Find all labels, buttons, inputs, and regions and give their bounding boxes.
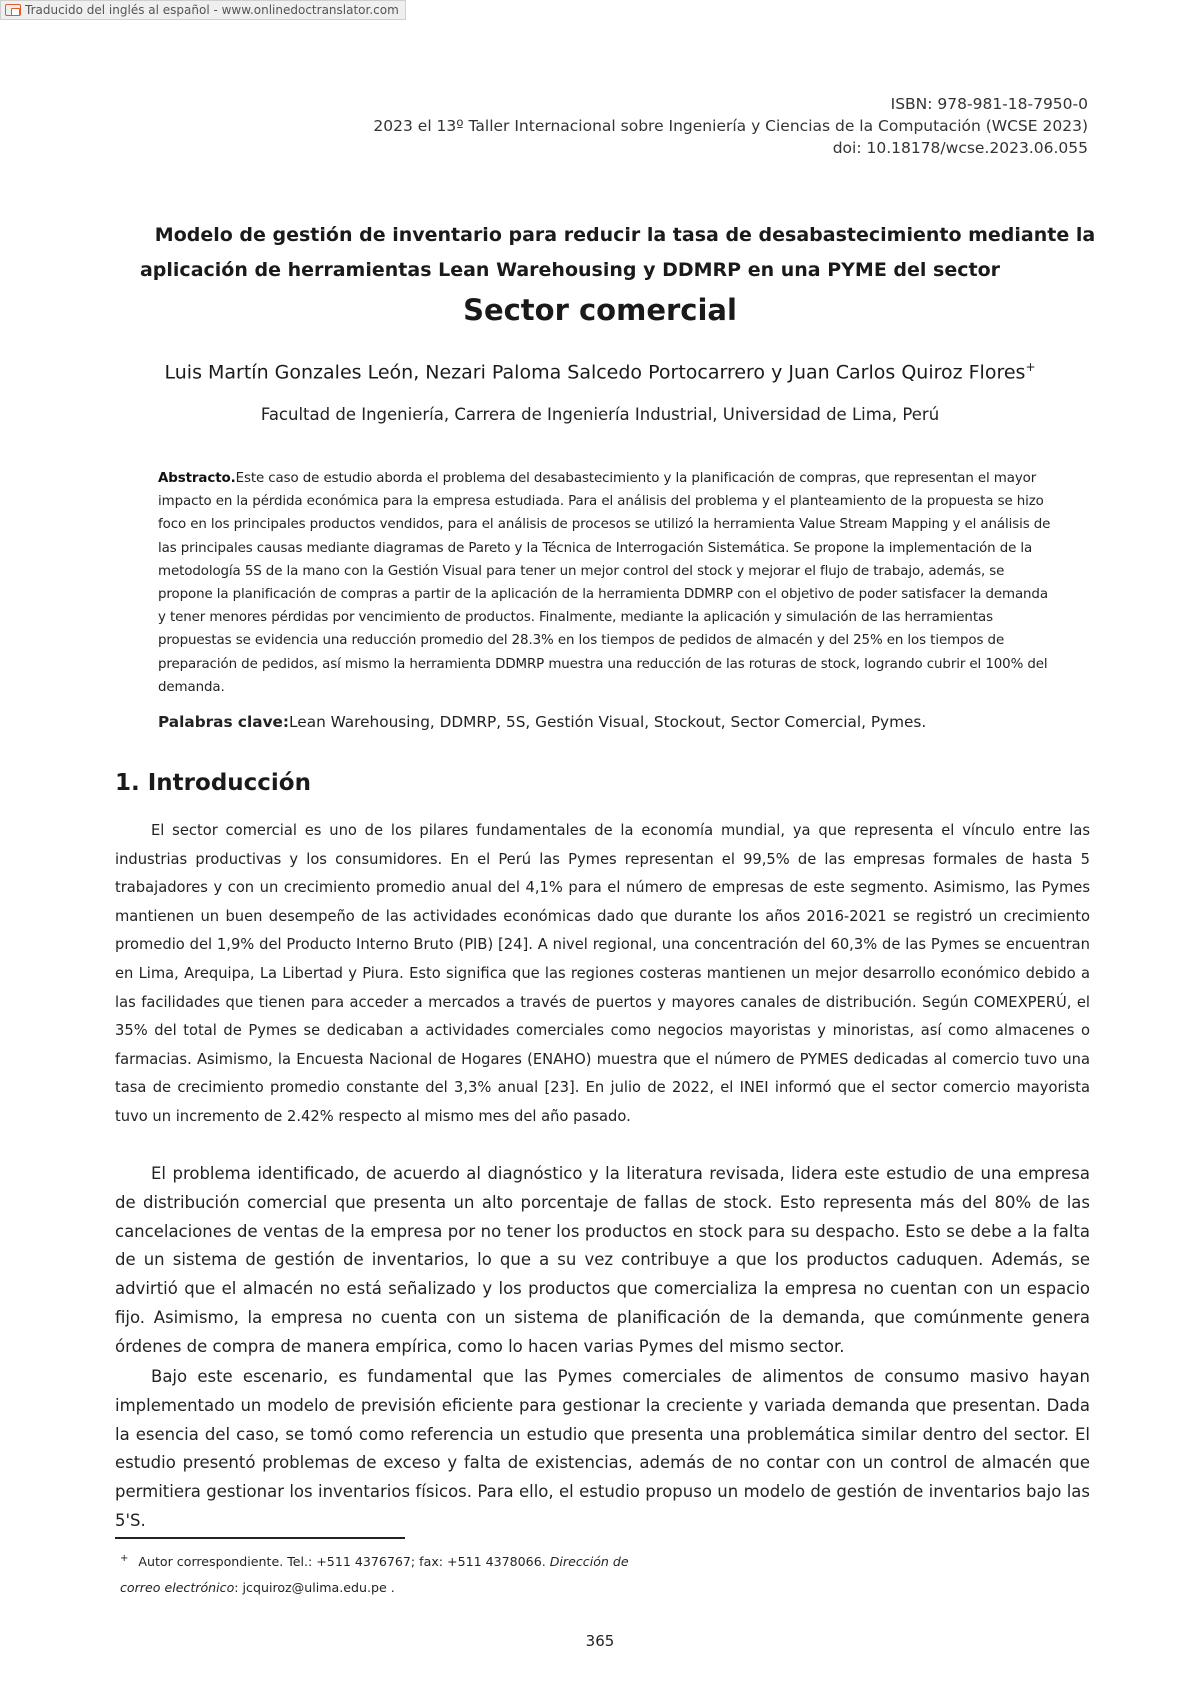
- translator-banner[interactable]: [0, 0, 406, 20]
- translator-banner-text: Traducido del inglés al español - www.onlinedoctranslator.com: [25, 3, 399, 17]
- keywords-text: Lean Warehousing, DDMRP, 5S, Gestión Visual, Stockout, Sector Comercial, Pymes.: [289, 713, 927, 731]
- page-number: 365: [585, 1632, 615, 1650]
- affiliation: Facultad de Ingeniería, Carrera de Ingeniería Industrial, Universidad de Lima, Perú: [260, 405, 940, 424]
- abstract-label: Abstracto.: [158, 471, 236, 486]
- paper-title: [100, 218, 1100, 330]
- keywords: [158, 713, 1058, 731]
- doi: doi: 10.18178/wcse.2023.06.055: [832, 139, 1088, 157]
- intro-paragraph-1: El sector comercial es uno de los pilares fundamentales de la economía mundial, ya que representa el vínculo entre las industrias productivas y los consumidores. En el Perú las Pymes representan el 99,5% de las empresas formales de hasta 5 trabajadores y con un crecimiento promedio anual del 4,1% para el número de empresas de este segmento. Asimismo, las Pymes mantienen un buen desempeño de las actividades económicas dado que durante los años 2016-2021 se registró un crecimiento promedio del 1,9% del Producto Interno Bruto (PIB) [24]. A nivel regional, una concentración del 60,3% de las Pymes se encuentran en Lima, Arequipa, La Libertad y Piura. Esto significa que las regiones costeras mantienen un mejor desarrollo económico debido a las facilidades que tienen para acceder a mercados a través de puertos y mayores canales de distribución. Según COMEXPERÚ, el 35% del total de Pymes se dedicaban a actividades comerciales como negocios mayoristas y minoristas, así como almacenes o farmacias. Asimismo, la Encuesta Nacional de Hogares (ENAHO) muestra que el número de PYMES dedicadas al comercio tuvo una tasa de crecimiento promedio constante del 3,3% anual [23]. En julio de 2022, el INEI informó que el sector comercio mayorista tuvo un incremento de 2.42% respecto al mismo mes del año pasado.: [115, 822, 1090, 1125]
- translator-icon: [5, 4, 21, 16]
- title-line-3: Sector comercial: [463, 293, 737, 327]
- footnote-email[interactable]: : jcquiroz@ulima.edu.pe .: [234, 1580, 395, 1596]
- conference-name: 2023 el 13º Taller Internacional sobre Ingeniería y Ciencias de la Computación (WCSE 2023): [373, 117, 1088, 135]
- footnote-mark: +: [120, 1553, 129, 1564]
- footnote-text: Autor correspondiente. Tel.: +511 4376767; fax: +511 4378066.: [138, 1554, 546, 1570]
- section-heading-introduction: 1. Introducción: [115, 770, 311, 796]
- footnote-divider: [115, 1537, 405, 1539]
- author-footnote-mark: +: [1025, 360, 1036, 374]
- title-line-1: Modelo de gestión de inventario para reducir la tasa de desabastecimiento mediante la: [154, 224, 1096, 246]
- intro-paragraph-3: Bajo este escenario, es fundamental que las Pymes comerciales de alimentos de consumo masivo hayan implementado un modelo de previsión eficiente para gestionar la creciente y variada demanda que presentan. Dada la esencia del caso, se tomó como referencia un estudio que presenta una problemática similar dentro del sector. El estudio presentó problemas de exceso y falta de existencias, además de no contar con un control de almacén que permitiera gestionar los inventarios físicos. Para ello, el estudio propuso un modelo de gestión de inventarios bajo las 5'S.: [115, 1367, 1090, 1530]
- abstract-text: Este caso de estudio aborda el problema del desabastecimiento y la planificación de compras, que representan el mayor impacto en la pérdida económica para la empresa estudiada. Para el análisis del problema y el planteamiento de la propuesta se hizo foco en los principales productos vendidos, para el análisis de procesos se utilizó la herramienta Value Stream Mapping y el análisis de las principales causas mediante diagramas de Pareto y la Técnica de Interrogación Sistemática. Se propone la implementación de la metodología 5S de la mano con la Gestión Visual para tener un mejor control del stock y mejorar el flujo de trabajo, además, se propone la planificación de compras a partir de la aplicación de la herramienta DDMRP con el objetivo de poder satisfacer la demanda y tener menores pérdidas por vencimiento de productos. Finalmente, mediante la aplicación y simulación de las herramientas propuestas se evidencia una reducción promedio del 28.3% en los tiempos de pedidos de almacén y del 25% en los tiempos de preparación de pedidos, así mismo la herramienta DDMRP muestra una reducción de las roturas de stock, logrando cubrir el 100% del demanda.: [158, 471, 1051, 695]
- isbn: ISBN: 978-981-18-7950-0: [890, 95, 1088, 113]
- footnote-email-label: Dirección de correo electrónico: [120, 1554, 629, 1596]
- abstract: [158, 467, 1058, 699]
- intro-paragraph-2: El problema identificado, de acuerdo al diagnóstico y la literatura revisada, lidera este estudio de una empresa de distribución comercial que presenta un alto porcentaje de fallas de stock. Esto representa más del 80% de las cancelaciones de ventas de la empresa por no tener los productos en stock para su despacho. Esto se debe a la falta de un sistema de gestión de inventarios, lo que a su vez contribuye a que los productos caduquen. Además, se advirtió que el almacén no está señalizado y los productos que comercializa la empresa no cuentan con un espacio fijo. Asimismo, la empresa no cuenta con un sistema de planificación de la demanda, que comúnmente genera órdenes de compra de manera empírica, como lo hacen varias Pymes del mismo sector.: [115, 1164, 1090, 1356]
- authors: [0, 360, 1200, 383]
- author-names: Luis Martín Gonzales León, Nezari Paloma Salcedo Portocarrero y Juan Carlos Quiroz Flores: [164, 361, 1026, 384]
- header-info: [373, 93, 1088, 159]
- footnote: [120, 1546, 640, 1601]
- keywords-label: Palabras clave:: [158, 713, 290, 731]
- title-line-2: aplicación de herramientas Lean Warehousing y DDMRP en una PYME del sector: [139, 259, 1000, 281]
